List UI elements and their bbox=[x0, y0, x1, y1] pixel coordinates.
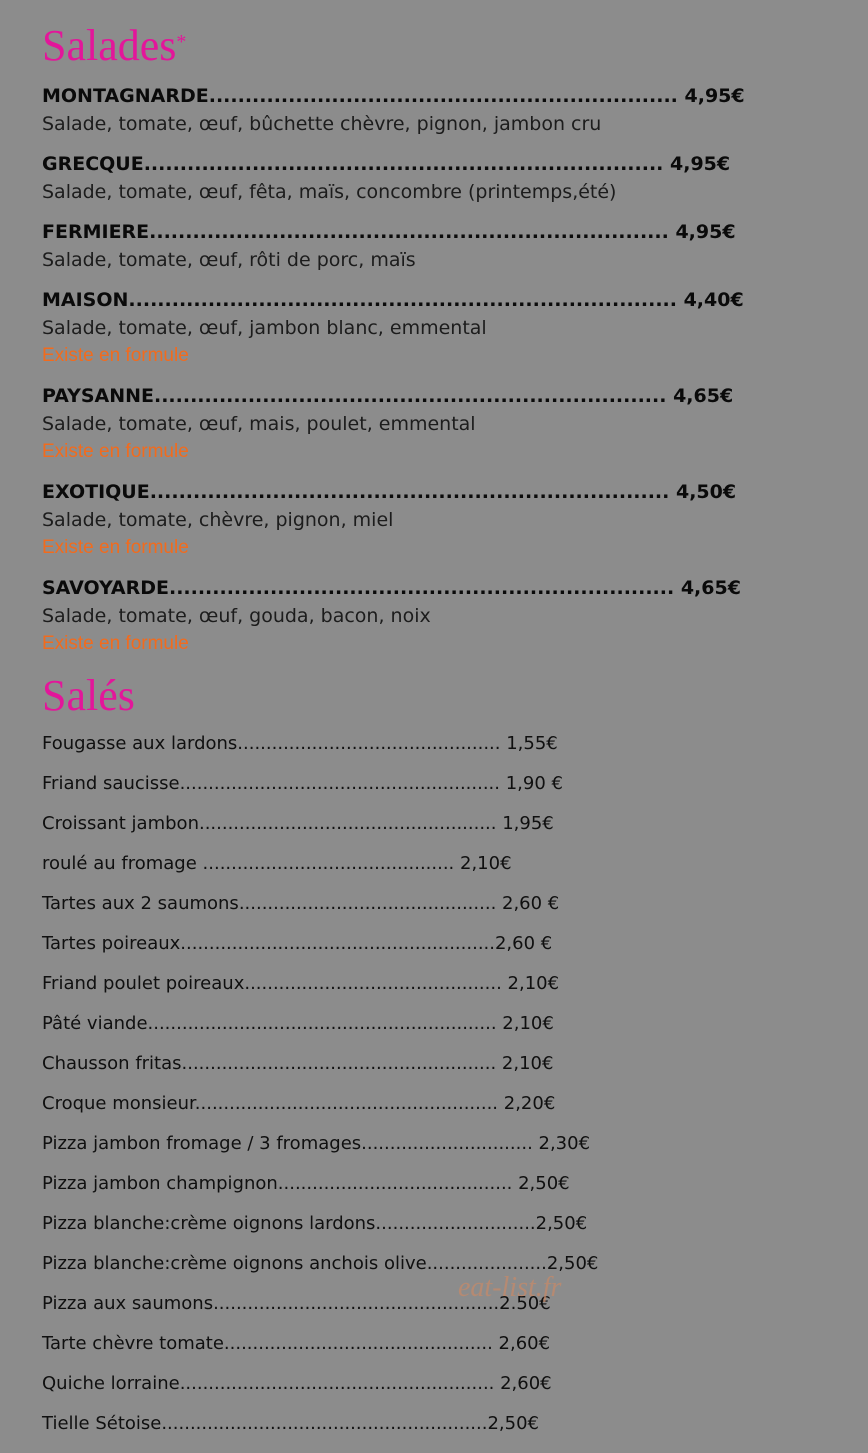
sales-item: Friand poulet poireaux............................................. 2,10€ bbox=[42, 973, 560, 994]
sales-item: Pâté viande............................................................. 2,10€ bbox=[42, 1013, 554, 1034]
salad-description: Salade, tomate, œuf, rôti de porc, maïs bbox=[42, 249, 416, 271]
salad-item bbox=[42, 218, 832, 274]
sales-item: Pizza jambon fromage / 3 fromages.............................. 2,30€ bbox=[42, 1133, 591, 1154]
salad-title: SAVOYARDE...................................................................... 4,65€ bbox=[42, 577, 741, 599]
sales-item: Pizza aux saumons..................................................2.50€ bbox=[42, 1293, 551, 1314]
salad-description: Salade, tomate, œuf, bûchette chèvre, pignon, jambon cru bbox=[42, 113, 602, 135]
formule-note: Existe en formule bbox=[42, 441, 189, 462]
sales-item: Friand saucisse........................................................ 1,90 € bbox=[42, 773, 563, 794]
sales-item: Chausson fritas....................................................... 2,10€ bbox=[42, 1053, 554, 1074]
sales-item: Croque monsieur..................................................... 2,20€ bbox=[42, 1093, 556, 1114]
salad-item bbox=[42, 574, 832, 658]
salad-title: EXOTIQUE........................................................................ 4,50€ bbox=[42, 481, 737, 503]
sales-item: Pizza blanche:crème oignons lardons............................2,50€ bbox=[42, 1213, 588, 1234]
sales-item: Quiche lorraine....................................................... 2,60€ bbox=[42, 1373, 552, 1394]
salad-description: Salade, tomate, œuf, fêta, maïs, concombre (printemps,été) bbox=[42, 181, 617, 203]
salad-item bbox=[42, 82, 832, 138]
formule-note: Existe en formule bbox=[42, 537, 189, 558]
sales-item: Tarte chèvre tomate............................................... 2,60€ bbox=[42, 1333, 551, 1354]
salad-item bbox=[42, 150, 832, 206]
watermark: eat-list.fr bbox=[458, 1272, 562, 1303]
sales-item: Tielle Sétoise.........................................................2,50€ bbox=[42, 1413, 540, 1434]
formule-note: Existe en formule bbox=[42, 345, 189, 366]
sales-item: Fougasse aux lardons.............................................. 1,55€ bbox=[42, 733, 558, 754]
salad-description: Salade, tomate, œuf, gouda, bacon, noix bbox=[42, 605, 431, 627]
section-title-salades bbox=[42, 21, 187, 70]
salad-title: GRECQUE........................................................................ 4,95€ bbox=[42, 153, 731, 175]
sales-item: Tartes aux 2 saumons............................................. 2,60 € bbox=[42, 893, 560, 914]
formule-note: Existe en formule bbox=[42, 633, 189, 654]
sales-item: Pizza blanche:crème oignons anchois olive.....................2,50€ bbox=[42, 1253, 599, 1274]
asterisk-mark: * bbox=[176, 31, 187, 53]
section-title-sales: Salés bbox=[42, 671, 135, 720]
salad-title: PAYSANNE....................................................................... 4,65€ bbox=[42, 385, 734, 407]
sales-item: Tartes poireaux.......................................................2,60 € bbox=[42, 933, 553, 954]
salad-description: Salade, tomate, chèvre, pignon, miel bbox=[42, 509, 394, 531]
salad-item bbox=[42, 478, 832, 562]
salad-description: Salade, tomate, œuf, jambon blanc, emmental bbox=[42, 317, 487, 339]
salad-item bbox=[42, 382, 832, 466]
sales-item: Croissant jambon.................................................... 1,95€ bbox=[42, 813, 554, 834]
sales-item: roulé au fromage ............................................ 2,10€ bbox=[42, 853, 512, 874]
sales-item: Pizza jambon champignon......................................... 2,50€ bbox=[42, 1173, 570, 1194]
salad-title: MAISON............................................................................ 4,40€ bbox=[42, 289, 744, 311]
salad-title: MONTAGNARDE................................................................. 4,95€ bbox=[42, 85, 745, 107]
salad-item bbox=[42, 286, 832, 370]
section-title-salades-text: Salades bbox=[42, 21, 177, 70]
salad-description: Salade, tomate, œuf, mais, poulet, emmental bbox=[42, 413, 476, 435]
salad-title: FERMIERE........................................................................ 4,95€ bbox=[42, 221, 736, 243]
